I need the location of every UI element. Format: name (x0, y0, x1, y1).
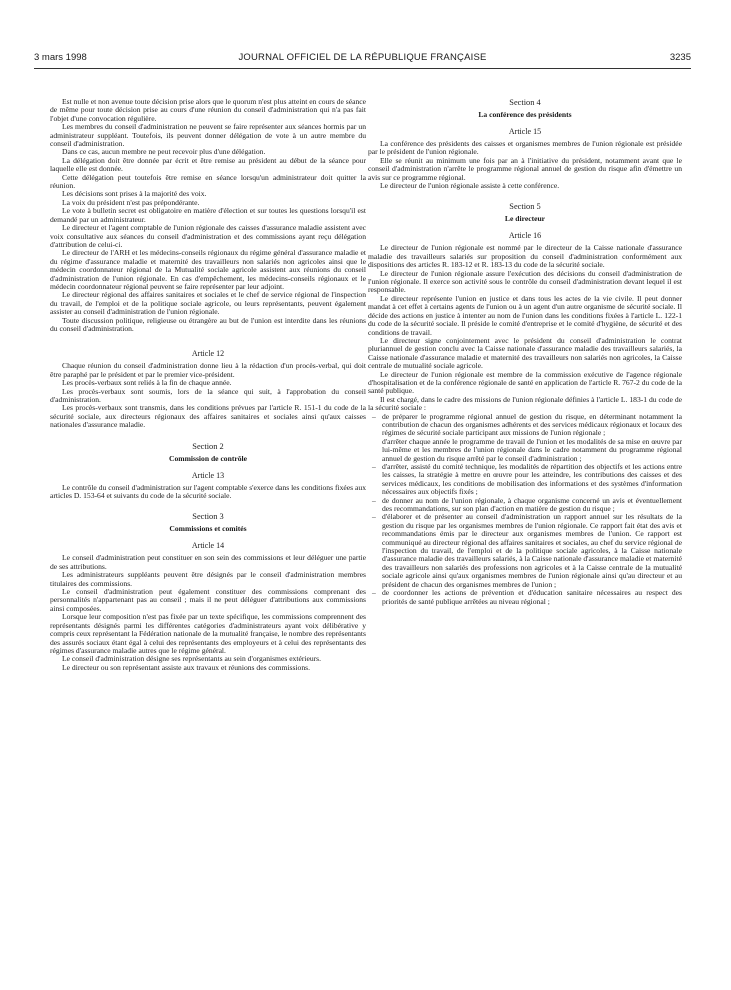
paragraph: Les procès-verbaux sont transmis, dans les conditions prévues par l'article R. 151-1 du code de la sécurité sociale, aux directeurs régionaux des affaires sanitaires et sociales ainsi qu'aux caisses nationales d'assurance maladie. (50, 403, 366, 430)
paragraph: Le vote à bulletin secret est obligatoire en matière d'élection et sur toutes les questions lorsqu'il est demandé par un administrateur. (50, 206, 366, 224)
paragraph: Les membres du conseil d'administration ne peuvent se faire représenter aux séances hormis par un administrateur suppléant. Toutefois, ils peuvent donner délégation de vote à un autre membre du conseil d'administration. (50, 122, 366, 149)
header-journal-title: JOURNAL OFFICIEL DE LA RÉPUBLIQUE FRANÇAISE (238, 52, 487, 63)
article-15-heading: Article 15 (508, 127, 542, 136)
paragraph: La délégation doit être donnée par écrit et être remise au président au début de la séance pour laquelle elle est donnée. (50, 155, 366, 174)
paragraph: Elle se réunit au minimum une fois par an à l'initiative du président, notamment avant que le conseil d'administration n'arrête le programme régional annuel de gestion du risque afin d'émettre un avis sur ce programme régional. (368, 155, 682, 182)
section-2-title: Commission de contrôle (168, 453, 248, 463)
article-14-heading: Article 14 (191, 541, 225, 551)
paragraph: Lorsque leur composition n'est pas fixée par un texte spécifique, les commissions comprennent des représentants désignés parmi les différentes catégories d'administrateurs ayant voix délibérative y compris ceux représentant la Fédération nationale de la mutualité française, le nombre des représentants des assurés sociaux étant égal à celui des représentants des employeurs et à celui des représentants des régimes d'assurance maladie autres que le régime général. (50, 612, 366, 655)
paragraph: Le directeur signe conjointement avec le président du conseil d'administration le contrat pluriannuel de gestion conclu avec la Caisse nationale d'assurance maladie des travailleurs salariés, la Caisse nationale d'assurance maladie et maternité des travailleurs non salariés non agricoles, la Caisse centrale de mutualité sociale agricole. (368, 335, 682, 371)
paragraph: Est nulle et non avenue toute décision prise alors que le quorum n'est plus atteint en cours de séance de même pour toute décision prise au cours d'une réunion du conseil d'administration qui n'a pas fait l'objet d'une convocation régulière. (50, 97, 366, 123)
paragraph: Le contrôle du conseil d'administration sur l'agent comptable s'exerce dans les conditions fixées aux articles D. 153-64 et suivants du code de la sécurité sociale. (50, 482, 366, 501)
paragraph: Le directeur et l'agent comptable de l'union régionale des caisses d'assurance maladie assistent avec voix consultative aux séances du conseil d'administration et des commissions ayant reçu délégation d'attribution de celui-ci. (50, 223, 366, 249)
list-item: – de préparer le programme régional annuel de gestion du risque, en déterminant notamment la contribution de chacun des organismes adhérents et des services médicaux régionaux et locaux des régimes de sécurité sociale participant aux missions de l'union régionale ; (368, 413, 682, 438)
paragraph: Le directeur représente l'union en justice et dans tous les actes de la vie civile. Il peut donner mandat à cet effet à certains agents de l'union ou à un agent d'un autre organisme de sécurité sociale. Il décide des actions en justice à intenter au nom de l'union dans les conditions fixées à l'article L. 122-1 du code de la sécurité sociale. Il préside le comité d'entreprise et le comité d'hygiène, de sécurité et des conditions de travail. (368, 293, 682, 337)
paragraph: Toute discussion politique, religieuse ou étrangère au but de l'union est interdite dans les réunions du conseil d'administration. (50, 315, 366, 333)
section-4-title: La conférence des présidents (478, 110, 572, 119)
missions-list (368, 413, 682, 438)
paragraph: Les procès-verbaux sont soumis, lors de la séance qui suit, à l'approbation du conseil d'administration. (50, 386, 366, 404)
paragraph: Il est chargé, dans le cadre des missions de l'union régionale définies à l'article L. 183-1 du code de la sécurité sociale : (368, 394, 682, 413)
paragraph: Les procès-verbaux sont reliés à la fin de chaque année. (62, 378, 232, 388)
right-column (368, 98, 682, 606)
paragraph: Le directeur de l'union régionale assure l'exécution des décisions du conseil d'administration de l'union régionale. Il exerce son activité sous le contrôle du conseil d'administration devant lequel il est responsable. (368, 268, 682, 295)
paragraph: Le directeur de l'union régionale est membre de la commission exécutive de l'agence régionale d'hospitalisation et de la conférence régionale de santé en application de l'article R. 767-2 du code de la santé publique. (368, 369, 682, 396)
section-2-heading: Section 2 (192, 441, 224, 451)
paragraph: Cette délégation peut toutefois être remise en séance lorsqu'un administrateur doit quitter la réunion. (50, 172, 366, 191)
paragraph: Le directeur régional des affaires sanitaires et sociales et le chef de service régional de l'inspection du travail, de l'emploi et de la politique sociale agricole, ou leurs représentants, peuvent également assister au conseil d'administration de l'union régionale. (50, 290, 366, 317)
paragraph: La conférence des présidents des caisses et organismes membres de l'union régionale est présidée par le président de l'union régionale. (368, 139, 682, 157)
paragraph: Le conseil d'administration peut également constituer des commissions comprenant des personnalités n'appartenant pas au conseil ; mais il ne peut déléguer d'attributions aux commissions ainsi composées. (50, 587, 366, 613)
section-3-title: Commissions et comités (169, 524, 247, 534)
section-5-heading: Section 5 (509, 202, 541, 212)
paragraph: Le directeur de l'ARH et les médecins-conseils régionaux du régime général d'assurance maladie et du régime d'assurance maladie et maternité des travailleurs non salariés non agricoles ainsi que le médecin coordonnateur régional de la Mutualité sociale agricole assistent aux réunions du conseil d'administration de l'union régionale. En cas d'empêchement, les médecins-conseils régionaux et le médecin coordonnateur régional peuvent se faire représenter par leur adjoint. (50, 248, 366, 291)
paragraph: Les administrateurs suppléants peuvent être désignés par le conseil d'administration membres titulaires des commissions. (50, 570, 366, 588)
paragraph: Dans ce cas, aucun membre ne peut recevoir plus d'une délégation. (62, 147, 266, 157)
paragraph: La voix du président n'est pas prépondérante. (62, 197, 200, 207)
paragraph: Le directeur ou son représentant assiste aux travaux et réunions des commissions. (62, 662, 310, 672)
paragraph: Les décisions sont prises à la majorité des voix. (62, 189, 207, 199)
page-header (34, 48, 691, 69)
section-3-heading: Section 3 (192, 512, 224, 522)
paragraph: Le conseil d'administration désigne ses représentants au sein d'organismes extérieurs. (62, 654, 322, 664)
list-item-continuation: d'arrêter chaque année le programme de travail de l'union et les modalités de sa mise en œuvre par lui-même et les membres de l'union régionale dans le cadre notamment du programme régional annuel de gestion du risque arrêté par le conseil d'administration ; (382, 436, 682, 463)
article-16-heading: Article 16 (508, 231, 542, 241)
section-4-heading: Section 4 (509, 98, 541, 107)
list-item: – d'arrêter, assisté du comité technique, les modalités de répartition des objectifs et les actions entre les caisses, la stratégie à mettre en œuvre pour les atteindre, les contributions des caisses et des services médicaux, les conditions de mobilisation des informations et des systèmes d'information nécessaires aux objectifs fixés ; (368, 463, 682, 497)
paragraph: Chaque réunion du conseil d'administration donne lieu à la rédaction d'un procès-verbal, qui doit être paraphé par le président et par le premier vice-président. (50, 361, 366, 379)
article-12-heading: Article 12 (191, 349, 225, 359)
section-5-title: Le directeur (504, 214, 546, 224)
header-date: 3 mars 1998 (34, 52, 87, 63)
paragraph: Le directeur de l'union régionale assiste à cette conférence. (380, 181, 560, 191)
paragraph: Le directeur de l'union régionale est nommé par le directeur de la Caisse nationale d'assurance maladie des travailleurs salariés sur proposition du conseil d'administration conformément aux dispositions des articles R. 183-12 et R. 183-13 du code de la sécurité sociale. (368, 243, 682, 270)
missions-list-continued (368, 463, 682, 606)
list-item: – de donner au nom de l'union régionale, à chaque organisme concerné un avis et éventuellement des recommandations, sur son plan d'action en matière de gestion du risque ; (368, 497, 682, 514)
left-column (50, 98, 366, 672)
list-item: – d'élaborer et de présenter au conseil d'administration un rapport annuel sur les résultats de la gestion du risque par les organismes membres de l'union régionale. Ce rapport fait état des avis et recommandations émis par le directeur aux organismes membres de l'union. Ce rapport est communiqué au directeur régional des affaires sanitaires et sociales, au chef du service régional de l'inspection du travail, de l'emploi et de la politique sociale agricoles, à la Caisse nationale d'assurance maladie des travailleurs salariés, à la Caisse nationale d'assurance maladie et maternité des travailleurs non salariés des professions non agricoles et à la Caisse centrale de la mutualité sociale agricole ainsi qu'aux organismes membres de l'union régionale ainsi qu'au directeur et au président de chacun des organismes membres de l'union ; (368, 513, 682, 589)
article-13-heading: Article 13 (191, 470, 225, 480)
paragraph: Le conseil d'administration peut constituer en son sein des commissions et leur déléguer une partie de ses attributions. (50, 553, 366, 571)
list-item: – de coordonner les actions de prévention et d'éducation sanitaire nécessaires au respect des priorités de santé publique arrêtées au niveau régional ; (368, 589, 682, 606)
header-page-number: 3235 (669, 52, 691, 63)
